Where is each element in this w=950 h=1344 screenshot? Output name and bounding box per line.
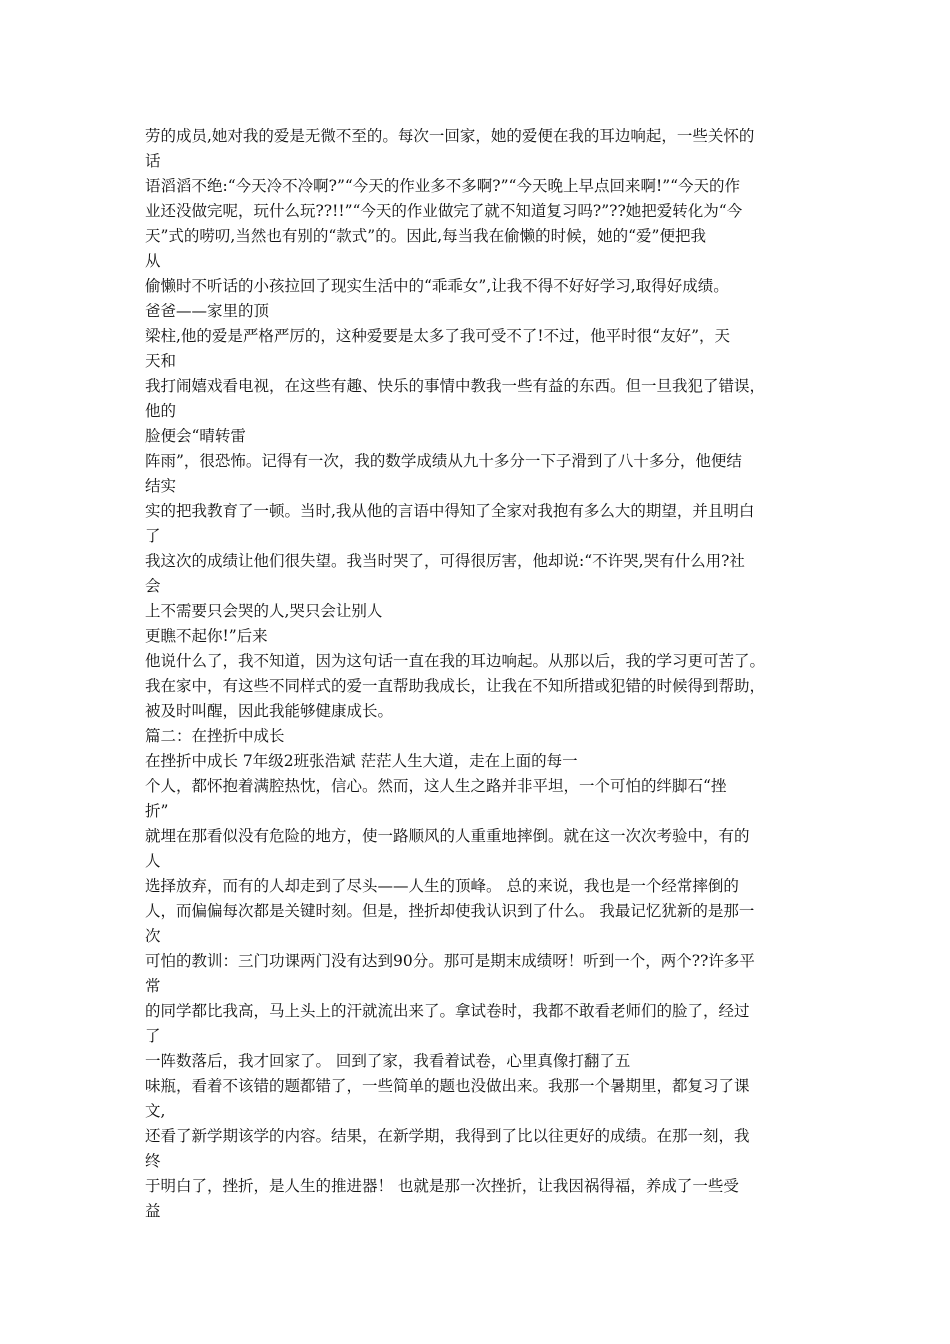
text-line: 我打闹嬉戏看电视，在这些有趣、快乐的事情中教我一些有益的东西。但一旦我犯了错误， xyxy=(145,377,766,395)
text-line: 更瞧不起你!”后来 xyxy=(145,627,268,645)
text-line: 阵雨”，很恐怖。记得有一次，我的数学成绩从九十多分一下子滑到了八十多分，他便结 xyxy=(145,452,742,470)
section-heading: 篇二：在挫折中成长 xyxy=(145,727,285,745)
text-line: 业还没做完呢，玩什么玩??!!”“今天的作业做完了就不知道复习吗?”??她把爱转化为“今 xyxy=(145,202,743,220)
text-line: 天”式的唠叨,当然也有别的“款式”的。因此,每当我在偷懒的时候，她的“爱”便把我 xyxy=(145,227,706,245)
text-line: 还看了新学期该学的内容。结果，在新学期，我得到了比以往更好的成绩。在那一刻，我 xyxy=(145,1127,750,1145)
text-line: 他的 xyxy=(145,402,177,420)
text-line: 可怕的教训：三门功课两门没有达到90分。那可是期末成绩呀！听到一个，两个??许多平 xyxy=(145,952,755,970)
text-line: 被及时叫醒，因此我能够健康成长。 xyxy=(145,702,394,720)
text-line: 我在家中，有这些不同样式的爱一直帮助我成长，让我在不知所措或犯错的时候得到帮助， xyxy=(145,677,766,695)
body-text xyxy=(145,124,815,1224)
text-line: 脸便会“晴转雷 xyxy=(145,427,246,445)
text-line: 上不需要只会哭的人,哭只会让别人 xyxy=(145,602,383,620)
text-line: 选择放弃，而有的人却走到了尽头——人生的顶峰。 总的来说，我也是一个经常摔倒的 xyxy=(145,877,739,895)
text-line: 一阵数落后，我才回家了。 回到了家，我看着试卷，心里真像打翻了五 xyxy=(145,1052,631,1070)
text-line: 实的把我教育了一顿。当时,我从他的言语中得知了全家对我抱有多么大的期望，并且明白 xyxy=(145,502,755,520)
text-line: 次 xyxy=(145,927,161,945)
text-line: 终 xyxy=(145,1152,161,1170)
text-line: 就埋在那看似没有危险的地方，使一路顺风的人重重地摔倒。就在这一次次考验中，有的 xyxy=(145,827,750,845)
text-line: 于明白了，挫折，是人生的推进器！ 也就是那一次挫折，让我因祸得福，养成了一些受 xyxy=(145,1177,739,1195)
text-line: 人，而偏偏每次都是关键时刻。但是，挫折却使我认识到了什么。 我最记忆犹新的是那一 xyxy=(145,902,755,920)
text-line: 梁柱,他的爱是严格严厉的，这种爱要是太多了我可受不了!不过，他平时很“友好”，天 xyxy=(145,327,731,345)
text-line: 他说什么了，我不知道，因为这句话一直在我的耳边响起。从那以后，我的学习更可苦了。 xyxy=(145,652,766,670)
text-line: 偷懒时不听话的小孩拉回了现实生活中的“乖乖女”,让我不得不好好学习,取得好成绩。 xyxy=(145,277,729,295)
text-line: 语滔滔不绝:“今天冷不冷啊?”“今天的作业多不多啊?”“今天晚上早点回来啊!”“今天的作 xyxy=(145,177,741,195)
text-line: 劳的成员,她对我的爱是无微不至的。每次一回家，她的爱便在我的耳边响起，一些关怀的 xyxy=(145,127,755,145)
text-line: 常 xyxy=(145,977,161,995)
text-line: 文, xyxy=(145,1102,166,1120)
text-line: 折” xyxy=(145,802,169,820)
text-line: 在挫折中成长 7年级2班张浩斌 茫茫人生大道，走在上面的每一 xyxy=(145,752,578,770)
text-line: 益 xyxy=(145,1202,161,1220)
text-line: 人 xyxy=(145,852,161,870)
text-line: 了 xyxy=(145,1027,161,1045)
text-line: 味瓶，看着不该错的题都错了，一些简单的题也没做出来。我那一个暑期里，都复习了课 xyxy=(145,1077,750,1095)
text-line: 了 xyxy=(145,527,161,545)
text-line: 结实 xyxy=(145,477,177,495)
text-line: 从 xyxy=(145,252,161,270)
text-line: 会 xyxy=(145,577,161,595)
text-line: 我这次的成绩让他们很失望。我当时哭了，可得很厉害，他却说:“不许哭,哭有什么用?社 xyxy=(145,552,745,570)
section-heading: 爸爸——家里的顶 xyxy=(145,302,270,320)
text-line: 话 xyxy=(145,152,161,170)
text-line: 的同学都比我高，马上头上的汗就流出来了。拿试卷时，我都不敢看老师们的脸了，经过 xyxy=(145,1002,750,1020)
text-line: 个人，都怀抱着满腔热忱，信心。然而，这人生之路并非平坦，一个可怕的绊脚石“挫 xyxy=(145,777,727,795)
text-line: 天和 xyxy=(145,352,177,370)
